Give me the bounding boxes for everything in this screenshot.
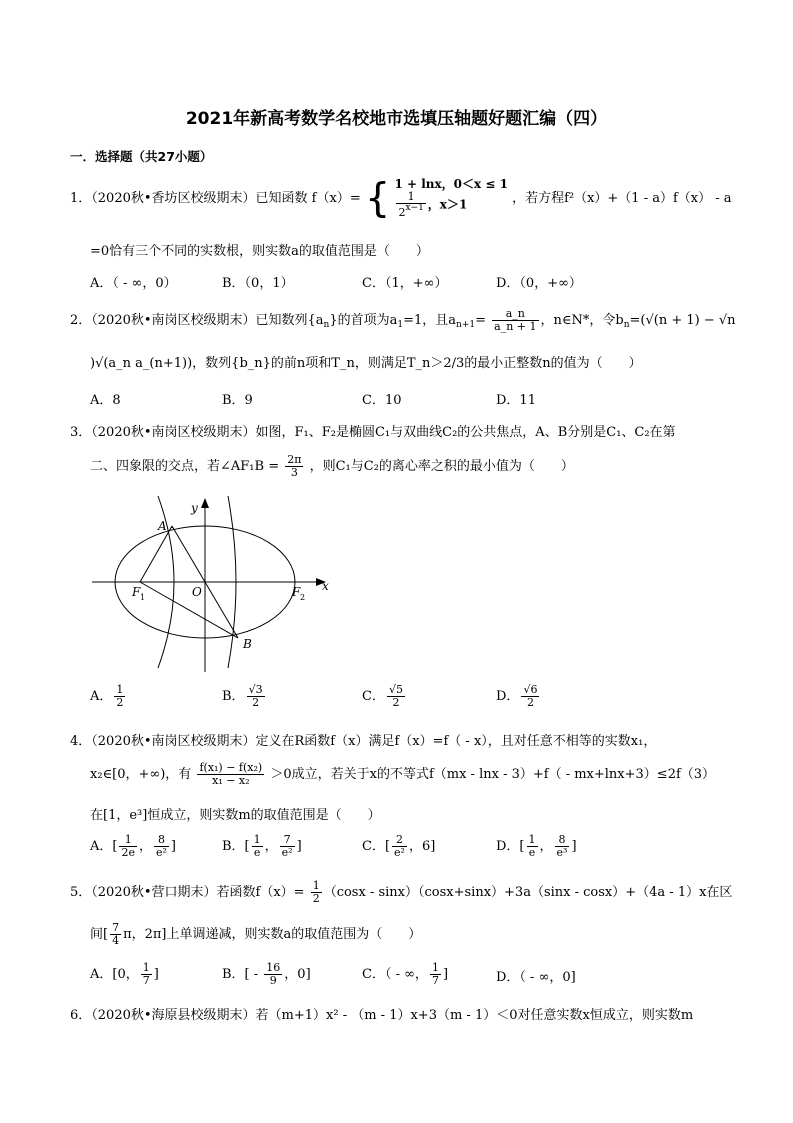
q4-option-d[interactable]: D．[ $\frac{1}{e}$ ， $\frac{8}{\text{e³}}$ ] [496, 833, 577, 860]
q5-opt-a-post: ] [153, 967, 159, 983]
q4-opt-b-anum: 1 [253, 833, 261, 846]
label-f1: F [132, 585, 141, 599]
question-6-line1: 6．（2020秋•海原县校级期末）若（m+1）x² - （m - 1）x+3（m - 1）＜0对任意实数x恒成立，则实数m [70, 1008, 694, 1023]
q3-opt-d-den: 2 [526, 696, 534, 710]
q2-option-a[interactable]: A．8 [90, 393, 121, 408]
q5-opt-b-post: ，0] [284, 967, 311, 983]
q5-opt-b-den: 9 [269, 974, 277, 988]
q4-opt-b-bden: e² [281, 846, 293, 860]
q4-opt-d-bnum: 8 [555, 834, 570, 847]
question-5-line1 [70, 880, 732, 905]
q5-opt-d-pre: D．（ - ∞，0] [496, 970, 576, 985]
q2-stem-b: }的首项为a [329, 313, 398, 329]
page-title: 2021年新高考数学名校地市选填压轴题好题汇编（四） [185, 109, 608, 129]
q4-opt-a-anum: 1 [119, 834, 137, 847]
q1-brace: { [364, 175, 391, 222]
q5-opt-a-den: 7 [142, 974, 150, 988]
q4-opt-a-bnum: 8 [154, 834, 169, 847]
q4-opt-a-aden: 2e [121, 846, 135, 860]
q4-line2-b: ＞0成立，若关于x的不等式f（mx - lnx - 3）+f（ - mx+lnx+3）≤2f（3） [270, 767, 716, 783]
q5-line2-b: π，2π]上单调递减，则实数a的取值范围为（ ） [123, 927, 422, 943]
q5-opt-c-pre: C．（ - ∞， [362, 967, 428, 983]
q1-case-2 [394, 191, 507, 219]
q3-opt-a-prefix: A． [90, 689, 113, 705]
question-1-stem [70, 177, 732, 220]
q2-stem-f: =(√(n + 1) − √n [629, 313, 736, 329]
label-f1-sub: 1 [140, 593, 146, 602]
q2-frac-den: a_n + 1 [494, 320, 537, 334]
q2-stem-a: 2．（2020秋•南岗区校级期末）已知数列{a [70, 313, 324, 329]
q1-piecewise [394, 177, 507, 220]
question-5-line2 [90, 922, 421, 947]
q1-option-d[interactable]: D．（0，+∞） [496, 276, 582, 291]
question-2-line2: )√(a_n a_(n+1))，数列{b_n}的前n项和T_n，则满足T_n＞2/3的最小正整数n的值为（ ） [90, 356, 642, 371]
q5-option-b[interactable] [222, 962, 311, 987]
q3-angle-frac [285, 454, 303, 479]
q4-opt-d-aden: e [528, 846, 536, 860]
q4-opt-b-bnum: 7 [280, 834, 295, 847]
q4-opt-c-pre: C．[ [362, 839, 391, 855]
q3-frac-den: 3 [290, 466, 298, 480]
q3-opt-b-num: √3 [248, 683, 263, 696]
q3-opt-c-num: √5 [388, 683, 403, 696]
q3-opt-a-den: 2 [116, 696, 124, 710]
q4-opt-d-anum: 1 [528, 833, 536, 846]
q5-opt-a-num: 1 [142, 961, 150, 974]
q4-frac [197, 762, 264, 787]
q3-line2-b: ，则C₁与C₂的离心率之积的最小值为（ ） [309, 459, 574, 475]
q3-opt-d-prefix: D． [496, 689, 520, 705]
q3-opt-d-num: √6 [523, 683, 538, 696]
q4-opt-b-aden: e [253, 846, 261, 860]
label-f2-sub: 2 [300, 593, 306, 602]
q4-opt-c-anum: 2 [392, 834, 407, 847]
q3-opt-c-den: 2 [392, 696, 400, 710]
label-y: y [191, 501, 198, 515]
q1-case2-frac [396, 191, 425, 219]
question-4-line3: 在[1，e³]恒成立，则实数m的取值范围是（ ） [90, 808, 381, 823]
q1-stem-text: 1．（2020秋•香坊区校级期末）已知函数 [70, 190, 308, 206]
q5-opt-c-post: ] [442, 967, 449, 983]
y-axis-arrow [201, 498, 209, 508]
q1-case2-tail: ，x＞1 [427, 197, 468, 212]
q3-opt-b-prefix: B． [222, 689, 245, 705]
label-f2: F [292, 585, 301, 599]
q3-opt-c-prefix: C． [362, 689, 385, 705]
q4-option-a[interactable]: A．[ $\frac{1}{2e}$ ， $\frac{8}{\text{e²}}$ ] [90, 833, 176, 860]
q4-opt-a-pre: A．[ [90, 839, 118, 855]
q5-opt-c-num: 1 [431, 961, 439, 974]
q2-stem-c: =1，且a [403, 313, 457, 329]
q5-option-a[interactable] [90, 962, 159, 987]
q2-stem-e: ，n∈N*，令b [540, 313, 624, 329]
q4-option-c[interactable] [362, 834, 435, 859]
q5-option-d[interactable] [496, 966, 576, 985]
q4-opt-d-post: ] [571, 839, 577, 855]
q3-line2-a: 二、四象限的交点，若∠AF₁B = [90, 459, 280, 475]
q3-option-a[interactable] [90, 684, 127, 709]
q5-frac-interval [110, 922, 121, 947]
q5-opt-c-den: 7 [431, 974, 439, 988]
q1-option-c[interactable]: C．（1，+∞） [362, 276, 448, 291]
label-o: O [192, 585, 202, 599]
q1-fx: f（x）= [311, 190, 361, 206]
q4-opt-d-pre: D．[ [496, 839, 525, 855]
q4-opt-c-aden: e² [394, 846, 405, 860]
label-x: x [322, 579, 329, 593]
question-1-line2: =0恰有三个不同的实数根，则实数a的取值范围是（ ） [90, 244, 429, 259]
q5-line2-a: 间[ [90, 927, 109, 943]
q2-frac [492, 308, 538, 333]
q5-opt-b-pre: B．[ - [222, 967, 263, 983]
q3-frac-num: 2π [287, 453, 302, 466]
q4-opt-a-bden: e² [156, 846, 167, 860]
q1-option-b[interactable]: B．（0，1） [222, 276, 294, 291]
q1-tail: ，若方程f²（x）+（1 - a）f（x） - a [512, 190, 732, 206]
q1-case-1: 1 + lnx，0＜x ≤ 1 [394, 177, 508, 191]
section-heading: 一．选择题（共27小题） [70, 149, 213, 164]
q1-case2-exp: x−1 [405, 203, 424, 214]
q4-frac-num: f(x₁) − f(x₂) [199, 761, 263, 774]
label-b: B [243, 637, 252, 651]
q3-option-d[interactable] [496, 684, 541, 709]
q1-case2-den [396, 204, 425, 219]
q4-opt-d-bden: e³ [556, 846, 568, 860]
ellipse-hyperbola-figure [88, 492, 338, 677]
question-2-line1: 2．（2020秋•南岗区校级期末）已知数列$\{a_n\}$的首项为$a_1=1$，且$a_{n+1}=$ $\frac{a\_n}{a\_n + 1}$ ，n∈N*，令$b_n=(√(n + 1) - √n$ [70, 307, 736, 334]
q4-opt-b-pre: B．[ [222, 839, 250, 855]
q4-line2-a: x₂∈[0，+∞)，有 [90, 767, 192, 783]
q1-option-a[interactable]: A．（ - ∞，0） [90, 276, 177, 291]
question-4-line2 [90, 762, 715, 787]
q5-half-num: 1 [312, 879, 320, 892]
q2-option-d[interactable]: D．11 [496, 393, 536, 408]
q4-frac-den: x₁ − x₂ [212, 774, 250, 788]
label-a: A [158, 519, 167, 533]
q3-option-c[interactable] [362, 684, 407, 709]
q2-frac-num: a_n [492, 308, 538, 321]
q5-opt-a-pre: A．[0， [90, 967, 139, 983]
q1-case2-num: 1 [396, 191, 425, 204]
q4-opt-a-post: ] [170, 839, 176, 855]
q4-option-b[interactable]: B．[ $\frac{1}{e}$ ， $\frac{7}{\text{e²}}$ ] [222, 833, 302, 860]
q2-stem-d: = [475, 313, 487, 329]
q5-frac-half [311, 880, 322, 905]
q5-half-den: 2 [312, 892, 320, 906]
q3-option-b[interactable] [222, 684, 267, 709]
question-3-line1: 3．（2020秋•南岗区校级期末）如图，F₁、F₂是椭圆C₁与双曲线C₂的公共焦点，A、B分别是C₁、C₂在第 [70, 425, 676, 440]
q5-int-den: 4 [112, 934, 120, 948]
q5-line1-a: 5．（2020秋•营口期末）若函数f（x）= [70, 885, 305, 901]
q5-line1-b: （cosx - sinx）（cosx+sinx）+3a（sinx - cosx）+（4a - 1）x在区 [323, 885, 733, 901]
q2-option-c[interactable]: C．10 [362, 393, 402, 408]
q5-option-c[interactable] [362, 962, 448, 987]
q4-opt-c-post: ，6] [408, 839, 436, 855]
question-4-line1: 4．（2020秋•南岗区校级期末）定义在R函数f（x）满足f（x）=f（ - x），且对任意不相等的实数x₁， [70, 734, 657, 749]
q2-option-b[interactable]: B．9 [222, 393, 253, 408]
q1-case2-den-base: 2 [398, 206, 406, 220]
q4-opt-b-post: ] [296, 839, 302, 855]
q3-opt-a-num: 1 [116, 683, 124, 696]
q5-opt-b-num: 16 [266, 961, 281, 974]
line-f1-b [140, 582, 238, 638]
q5-int-num: 7 [112, 921, 120, 934]
question-3-line2 [90, 454, 574, 479]
q3-opt-b-den: 2 [252, 696, 260, 710]
